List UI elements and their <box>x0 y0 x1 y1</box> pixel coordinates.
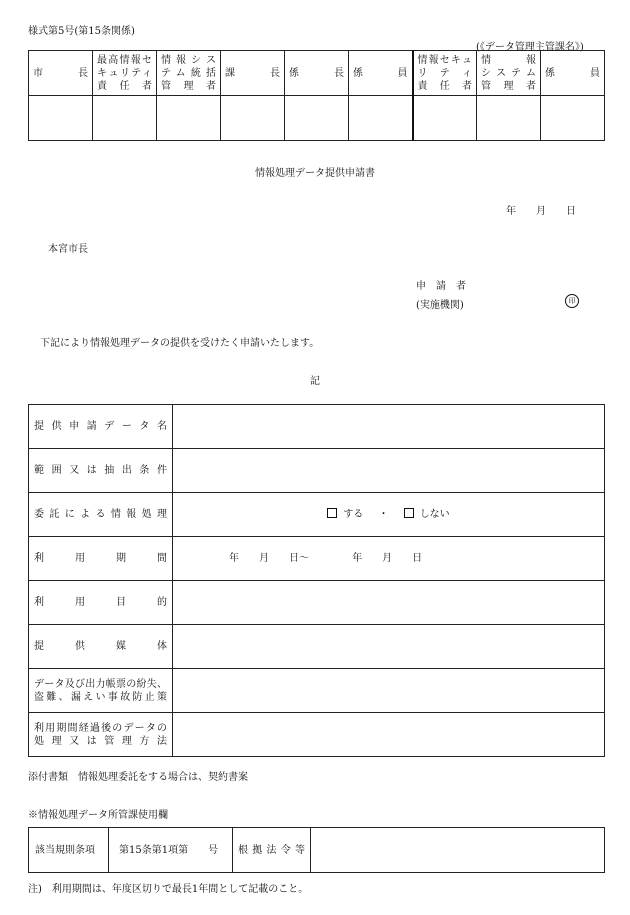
period-field[interactable] <box>173 537 605 581</box>
rule-label: 該当規則条項 <box>35 844 95 856</box>
form-row <box>29 581 605 625</box>
form-label-cell <box>29 493 173 537</box>
approval-header-infosys-line1: 情 報 <box>481 54 536 66</box>
approval-header-infosys-line2: システム <box>481 67 536 79</box>
label-range-conditions: 範囲又は抽出条件 <box>34 465 167 476</box>
office-use-heading: ※情報処理データ所管課使用欄 <box>28 810 168 821</box>
approval-header-system-line2: テム統括 <box>161 67 216 79</box>
period-end: 年 月 日 <box>352 553 423 564</box>
approval-header-cell <box>541 51 605 96</box>
rule-value: 第15条第1項第 号 <box>119 844 219 856</box>
form-label-cell <box>29 625 173 669</box>
date-field[interactable]: 年 月 日 <box>506 206 576 217</box>
consignment-yes-checkbox[interactable] <box>327 508 337 518</box>
approval-header-security-line1: 情報セキュ <box>417 54 472 66</box>
prevention-field[interactable] <box>173 669 605 713</box>
approval-header-unit-chief: 係 長 <box>289 67 344 79</box>
purpose-field[interactable] <box>173 581 605 625</box>
approval-header-section-chief: 課 長 <box>225 67 280 79</box>
approval-header-system-line1: 情 報 シ ス <box>161 54 216 66</box>
consignment-no-checkbox[interactable] <box>404 508 414 518</box>
label-data-name: 提供申請データ名 <box>34 421 167 432</box>
form-label-cell <box>29 405 173 449</box>
approval-header-system-line3: 管 理 者 <box>161 80 216 92</box>
approval-header-row <box>29 51 605 96</box>
approval-stamp-table <box>28 50 605 141</box>
form-row <box>29 405 605 449</box>
approval-header-ciso-line1: 最高情報セ <box>97 54 152 66</box>
application-form-table <box>28 404 605 757</box>
form-label-cell <box>29 581 173 625</box>
media-field[interactable] <box>173 625 605 669</box>
approval-header-cell <box>157 51 221 96</box>
approval-header-cell <box>413 51 477 96</box>
stamp-box[interactable] <box>93 96 157 141</box>
form-label-cell <box>29 537 173 581</box>
document-title: 情報処理データ提供申請書 <box>255 168 375 179</box>
label-prevention-line2: 盗難、漏えい事故防止策 <box>34 691 167 703</box>
consignment-separator: ・ <box>378 509 389 520</box>
law-label-cell <box>233 828 311 873</box>
label-disposal-line1: 利用期間経過後のデータの <box>34 722 167 734</box>
addressee: 本宮市長 <box>48 244 88 255</box>
approval-header-ciso-line2: キュリティ <box>97 67 152 79</box>
consignment-yes-label: する <box>343 509 364 520</box>
label-prevention-line1: データ及び出力帳票の紛失、 <box>34 678 167 690</box>
footnote: 注) 利用期間は、年度区切りで最長1年間として記載のこと。 <box>28 884 309 895</box>
approval-header-security-line2: リ テ ィ <box>417 67 472 79</box>
approval-header-cell <box>221 51 285 96</box>
approval-header-cell <box>93 51 157 96</box>
label-media: 提供媒体 <box>34 641 167 652</box>
rule-value-cell[interactable] <box>109 828 233 873</box>
form-label-cell <box>29 449 173 493</box>
office-use-row <box>29 828 605 873</box>
law-label: 根拠法令等 <box>238 844 305 856</box>
approval-stamp-row <box>29 96 605 141</box>
label-purpose: 利用目的 <box>34 597 167 608</box>
form-row <box>29 669 605 713</box>
label-period: 利用期間 <box>34 553 167 564</box>
law-value-field[interactable] <box>311 828 605 873</box>
approval-header-staff: 係 員 <box>353 67 408 79</box>
form-label-cell <box>29 713 173 757</box>
label-consignment: 委託による情報処理 <box>34 509 167 520</box>
label-disposal-line2: 処理又は管理方法 <box>34 735 167 747</box>
attachments-note: 添付書類 情報処理委託をする場合は、契約書案 <box>28 772 248 783</box>
form-row <box>29 449 605 493</box>
ki-heading: 記 <box>310 376 320 387</box>
approval-header-staff-2: 係 員 <box>545 67 600 79</box>
stamp-box[interactable] <box>29 96 93 141</box>
approval-header-security-line3: 責 任 者 <box>417 80 472 92</box>
approval-header-infosys-line3: 管 理 者 <box>481 80 536 92</box>
form-row <box>29 493 605 537</box>
form-number: 様式第5号(第15条関係) <box>28 26 135 37</box>
applicant-org: (実施機関) <box>416 300 464 311</box>
range-conditions-field[interactable] <box>173 449 605 493</box>
stamp-box[interactable] <box>541 96 605 141</box>
stamp-box[interactable] <box>285 96 349 141</box>
form-row <box>29 625 605 669</box>
consignment-field <box>173 493 605 537</box>
stamp-box[interactable] <box>477 96 541 141</box>
consignment-no-label: しない <box>419 509 450 520</box>
department-note: (《データ管理主管課名》) <box>476 42 584 53</box>
form-row <box>29 537 605 581</box>
approval-header-cell <box>477 51 541 96</box>
approval-header-cell <box>29 51 93 96</box>
disposal-field[interactable] <box>173 713 605 757</box>
rule-label-cell <box>29 828 109 873</box>
seal-mark: 印 <box>565 294 579 308</box>
form-label-cell <box>29 669 173 713</box>
data-name-field[interactable] <box>173 405 605 449</box>
approval-header-cell <box>285 51 349 96</box>
approval-header-ciso-line3: 責 任 者 <box>97 80 152 92</box>
request-text: 下記により情報処理データの提供を受けたく申請いたします。 <box>40 338 320 349</box>
office-use-table <box>28 827 605 873</box>
stamp-box[interactable] <box>157 96 221 141</box>
approval-header-mayor: 市 長 <box>33 67 88 79</box>
stamp-box[interactable] <box>349 96 413 141</box>
stamp-box[interactable] <box>413 96 477 141</box>
form-row <box>29 713 605 757</box>
applicant-label: 申 請 者 <box>416 281 466 292</box>
approval-header-cell <box>349 51 413 96</box>
period-start: 年 月 日〜 <box>229 553 309 564</box>
stamp-box[interactable] <box>221 96 285 141</box>
